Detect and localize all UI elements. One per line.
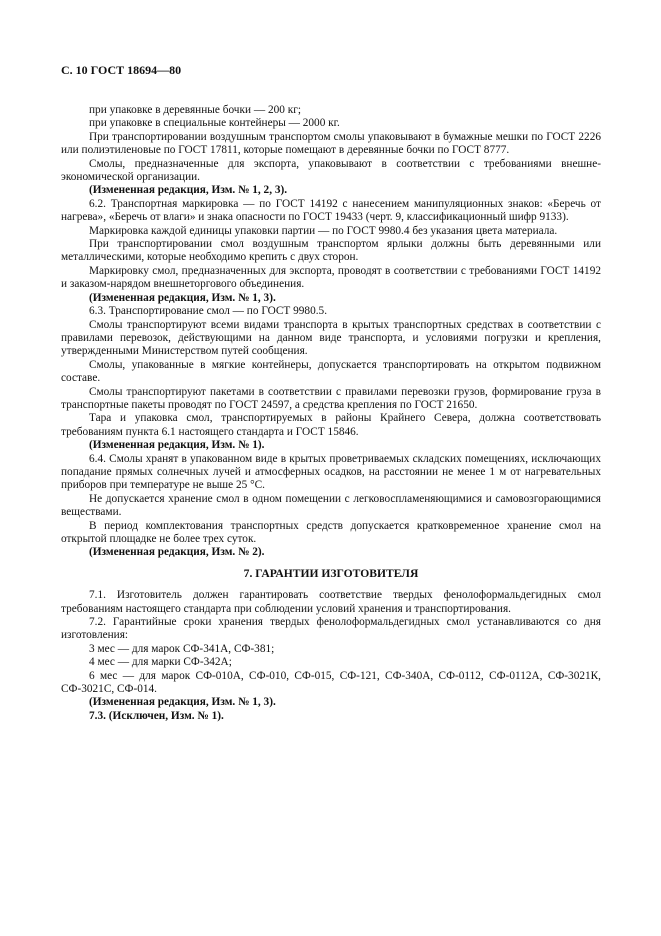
paragraph: Смолы транспортируют пакетами в соответствии с правилами перевозки грузов, формирование груза в транспортные пакеты проводят по ГОСТ 24597, а средства крепления по ГОСТ 21650. — [61, 385, 601, 411]
clause-7-3: 7.3. (Исключен, Изм. № 1). — [89, 709, 224, 722]
paragraph: при упаковке в деревянные бочки — 200 кг; — [89, 104, 301, 116]
amendment-note: (Измененная редакция, Изм. № 1, 2, 3). — [89, 184, 288, 197]
clause-6-3: 6.3. Транспортирование смол — по ГОСТ 9980.5. — [89, 305, 328, 318]
amendment-note: (Измененная редакция, Изм. № 1, 3). — [89, 696, 276, 709]
clause-7-1: 7.1. Изготовитель должен гарантировать соответствие твердых фенолоформальдегидных смол требованиям настоящего стандарта при соблюдении условий хранения и транспортирования. — [61, 589, 601, 615]
paragraph: Маркировка каждой единицы упаковки партии — по ГОСТ 9980.4 без указания цвета материала. — [89, 224, 558, 237]
paragraph: Смолы, предназначенные для экспорта, упаковывают в соответствии с требованиями внешне-экономической организации. — [61, 157, 601, 184]
amendment-note: (Измененная редакция, Изм. № 1). — [89, 439, 265, 452]
paragraph: При транспортировании смол воздушным транспортом ярлыки должны быть деревянными или металлическими, которые необходимо крепить с двух сторон. — [61, 238, 601, 264]
paragraph: Тара и упаковка смол, транспортируемых в районы Крайнего Севера, должна соответствовать требованиям пункта 6.1 настоящего стандарта и ГОСТ 15846. — [61, 412, 601, 438]
paragraph: Маркировку смол, предназначенных для экспорта, проводят в соответствии с требованиями ГОСТ 14192 и заказом-нарядом внешнеторгового объединения. — [61, 264, 601, 291]
document-body — [61, 104, 601, 723]
list-item: 6 мес — для марок СФ-010А, СФ-010, СФ-015, СФ-121, СФ-340А, СФ-0112, СФ-0112А, СФ-3021К, СФ-3021С, СФ-014. — [61, 669, 601, 696]
paragraph: Не допускается хранение смол в одном помещении с легковоспламеняющимися и самовозгорающимися веществами. — [61, 492, 601, 519]
clause-7-2: 7.2. Гарантийные сроки хранения твердых фенолоформальдегидных смол устанавливаются со дня изготовления: — [61, 616, 601, 642]
list-item: 3 мес — для марок СФ-341А, СФ-381; — [89, 642, 275, 655]
clause-6-2: 6.2. Транспортная маркировка — по ГОСТ 14192 с нанесением манипуляционных знаков: «Беречь от нагрева», «Беречь от влаги» и знака опасности по ГОСТ 19433 (черт. 9, классификационный шифр 9133). — [61, 197, 601, 224]
paragraph: Смолы транспортируют всеми видами транспорта в крытых транспортных средствах в соответствии с правилами перевозок, действующими на данном виде транспорта, и условиями погрузки и крепления, утвержденными Министерством путей сообщения. — [61, 318, 601, 358]
clause-6-4: 6.4. Смолы хранят в упакованном виде в крытых проветриваемых складских помещениях, исключающих попадание прямых солнечных лучей и атмосферных осадков, на расстоянии не менее 1 м от нагревательных приборов при температуре не выше 25 °С. — [61, 452, 601, 492]
amendment-note: (Измененная редакция, Изм. № 2). — [89, 546, 265, 559]
amendment-note: (Измененная редакция, Изм. № 1, 3). — [89, 291, 276, 304]
section-title: 7. ГАРАНТИИ ИЗГОТОВИТЕЛЯ — [243, 566, 419, 580]
paragraph: при упаковке в специальные контейнеры — 2000 кг. — [89, 117, 340, 130]
paragraph: В период комплектования транспортных средств допускается кратковременное хранение смол на открытой площадке не более трех суток. — [61, 519, 601, 545]
paragraph: При транспортировании воздушным транспортом смолы упаковывают в бумажные мешки по ГОСТ 2226 или полиэтиленовые по ГОСТ 17811, которые помещают в деревянные бочки по ГОСТ 8777. — [61, 130, 601, 157]
page-header: С. 10 ГОСТ 18694—80 — [61, 63, 182, 77]
list-item: 4 мес — для марки СФ-342А; — [89, 656, 232, 669]
paragraph: Смолы, упакованные в мягкие контейнеры, допускается транспортировать на открытом подвижном составе. — [61, 358, 601, 385]
